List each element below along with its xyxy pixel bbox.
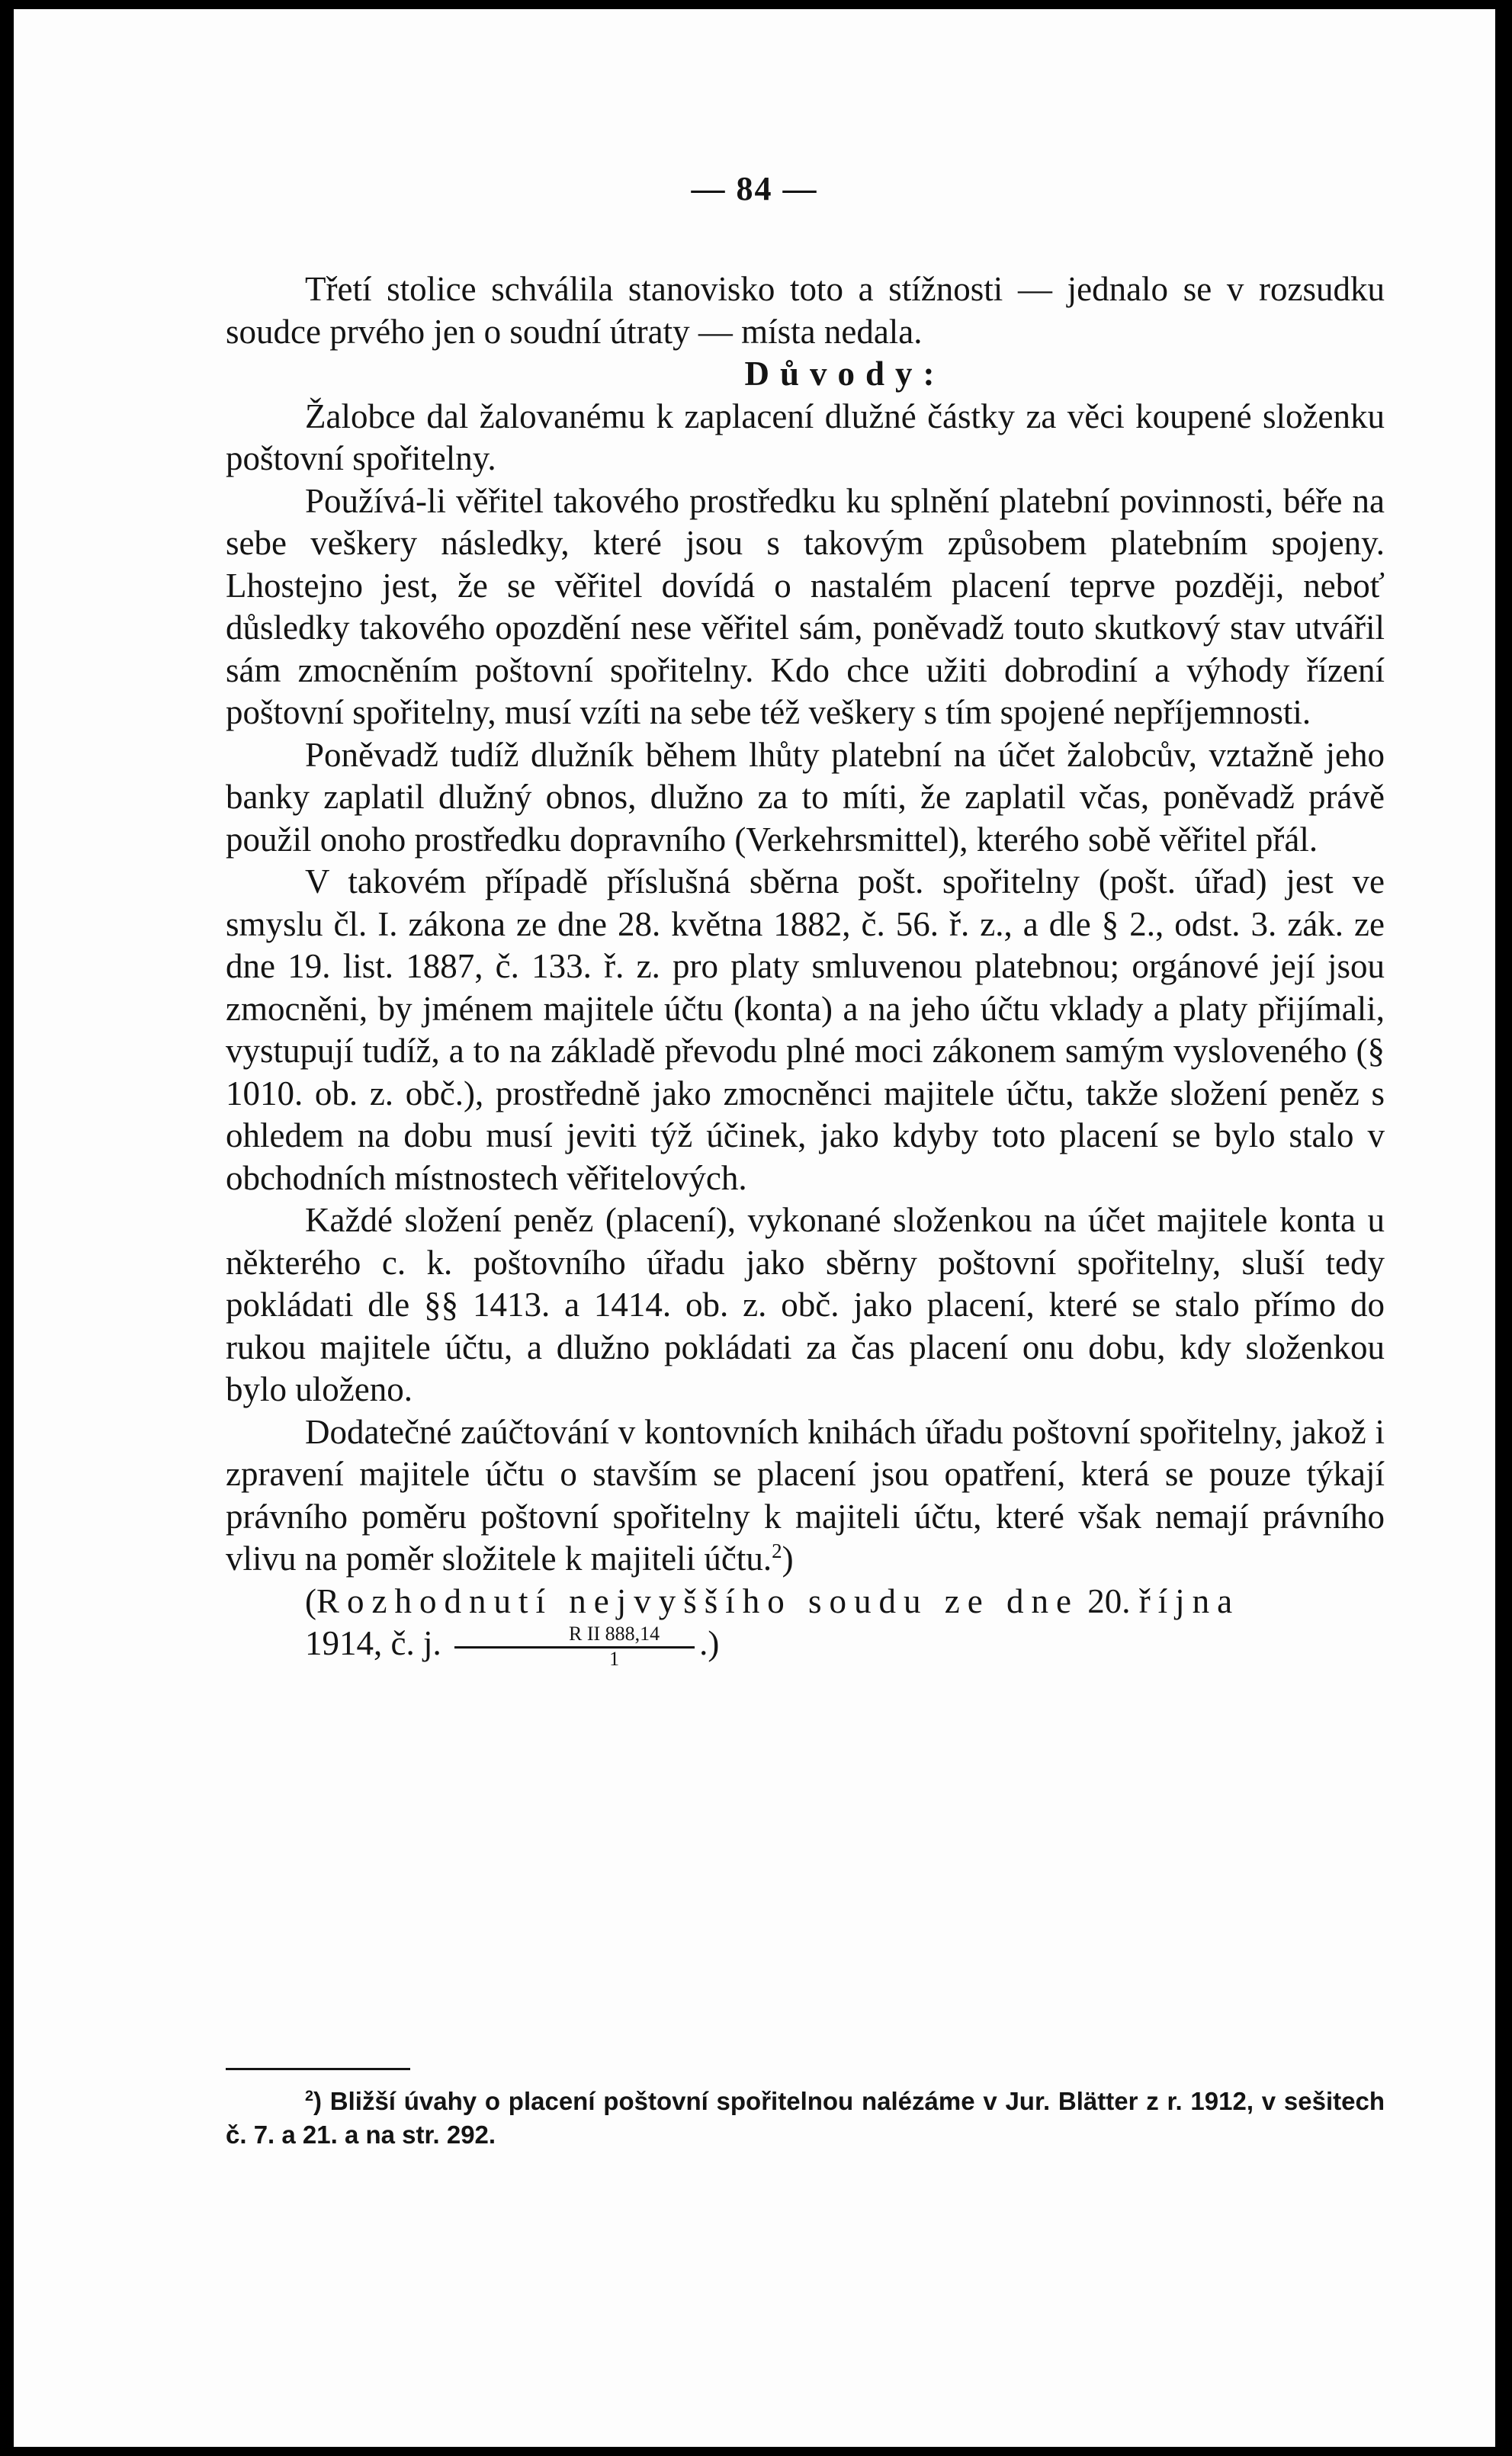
paragraph-4: Poněvadž tudíž dlužník během lhůty platební na účet žalobcův, vztažně jeho banky zaplatil dlužný obnos, dlužno za to míti, že zaplatil včas, poněvadž právě použil onoho prostředku dopravního (Verkehrsmittel), kterého sobě věřitel přál. — [226, 735, 1385, 859]
document-page — [14, 9, 1495, 2447]
fraction-denominator: 1 — [609, 1648, 620, 1671]
footnote-marker: 2 — [305, 2088, 314, 2104]
decision-year-ref: 1914, č. j. — [305, 1624, 441, 1662]
paragraph-5: V takovém případě příslušná sběrna pošt. spořitelny (pošt. úřad) jest ve smyslu čl. I. zákona ze dne 28. května 1882, č. 56. ř. z., a dle § 2., odst. 3. zák. ze dne 19. list. 1887, č. 133. ř. z. pro platy smluvenou platebnou; orgánové její jsou zmocněni, by jménem majitele účtu (konta) a na jeho účtu vklady a platy přijímali, vystupují tudíž, a to na základě převodu plné moci zákonem samým vysloveného (§ 1010. ob. z. obč.), prostředně jako zmocněnci majitele účtu, takže složení peněz s ohledem na dobu musí jeviti týž účinek, jako kdyby toto placení se bylo stalo v obchodních místnostech věřitelových. — [226, 862, 1385, 1197]
paragraph-6: Každé složení peněz (placení), vykonané složenkou na účet majitele konta u některého c. k. poštovního úřadu jako sběrny poštovní spořitelny, sluší tedy pokládati dle §§ 1413. a 1414. ob. z. obč. jako placení, které se stalo přímo do rukou majitele účtu, a dlužno pokládati za čas placení onu dobu, kdy složenkou bylo uloženo. — [226, 1201, 1385, 1408]
decision-spaced-text: Rozhodnutí nejvyššího soudu ze dne — [316, 1581, 1079, 1620]
decision-reference-line — [226, 1623, 1385, 1670]
paragraph-3: Používá-li věřitel takového prostředku ku splnění platební povinnosti, béře na sebe veškery následky, které jsou s takovým způsobem platebním spojeny. Lhostejno jest, že se věřitel dovídá o nastalém placení teprve později, neboť důsledky takového opozdění nese věřitel sám, poněvadž touto skutkový stav utvářil sám zmocněním poštovní spořitelny. Kdo chce užiti dobrodiní a výhody řízení poštovní spořitelny, musí vzíti na sebe též veškery s tím spojené nepříjemnosti. — [226, 481, 1385, 731]
decision-month: října — [1138, 1581, 1241, 1620]
paragraph-1: Třetí stolice schválila stanovisko toto a stížnosti — jednalo se v rozsudku soudce prvého jen o soudní útraty — místa nedala. — [226, 270, 1385, 351]
paragraph-7 — [226, 1411, 1385, 1581]
decision-open-paren: ( — [305, 1581, 316, 1620]
section-heading: Důvody: — [744, 355, 945, 393]
paragraph-7-text: Dodatečné zaúčtování v kontovních knihách úřadu poštovní spořitelny, jakož i zpravení majitele účtu o stavším se placení jsou opatření, která se pouze týkají právního poměru poštovní spořitelny k majiteli účtu, které však nemají právního vlivu na poměr složitele k majiteli účtu. — [226, 1412, 1385, 1578]
footnote-text-line — [226, 2085, 1385, 2152]
footnote-reference: 2 — [772, 1539, 782, 1562]
decision-citation — [226, 1581, 1385, 1623]
paragraph-2: Žalobce dal žalovanému k zaplacení dlužné částky za věci koupené složenku poštovní spořitelny. — [226, 396, 1385, 477]
decision-close: .) — [699, 1624, 720, 1662]
page-number: — 84 — — [691, 170, 818, 207]
paragraph-7-close: ) — [782, 1539, 794, 1578]
document-body — [226, 268, 1385, 1670]
footnote — [226, 2085, 1385, 2152]
case-number-fraction — [454, 1623, 695, 1670]
decision-date: 20. — [1087, 1581, 1131, 1620]
footnote-divider — [226, 2068, 410, 2070]
footnote-text: ) Bližší úvahy o placení poštovní spořitelnou nalézáme v Jur. Blätter z r. 1912, v sešitech č. 7. a 21. a na str. 292. — [226, 2087, 1385, 2149]
fraction-numerator: R II 888,14 — [454, 1623, 695, 1649]
